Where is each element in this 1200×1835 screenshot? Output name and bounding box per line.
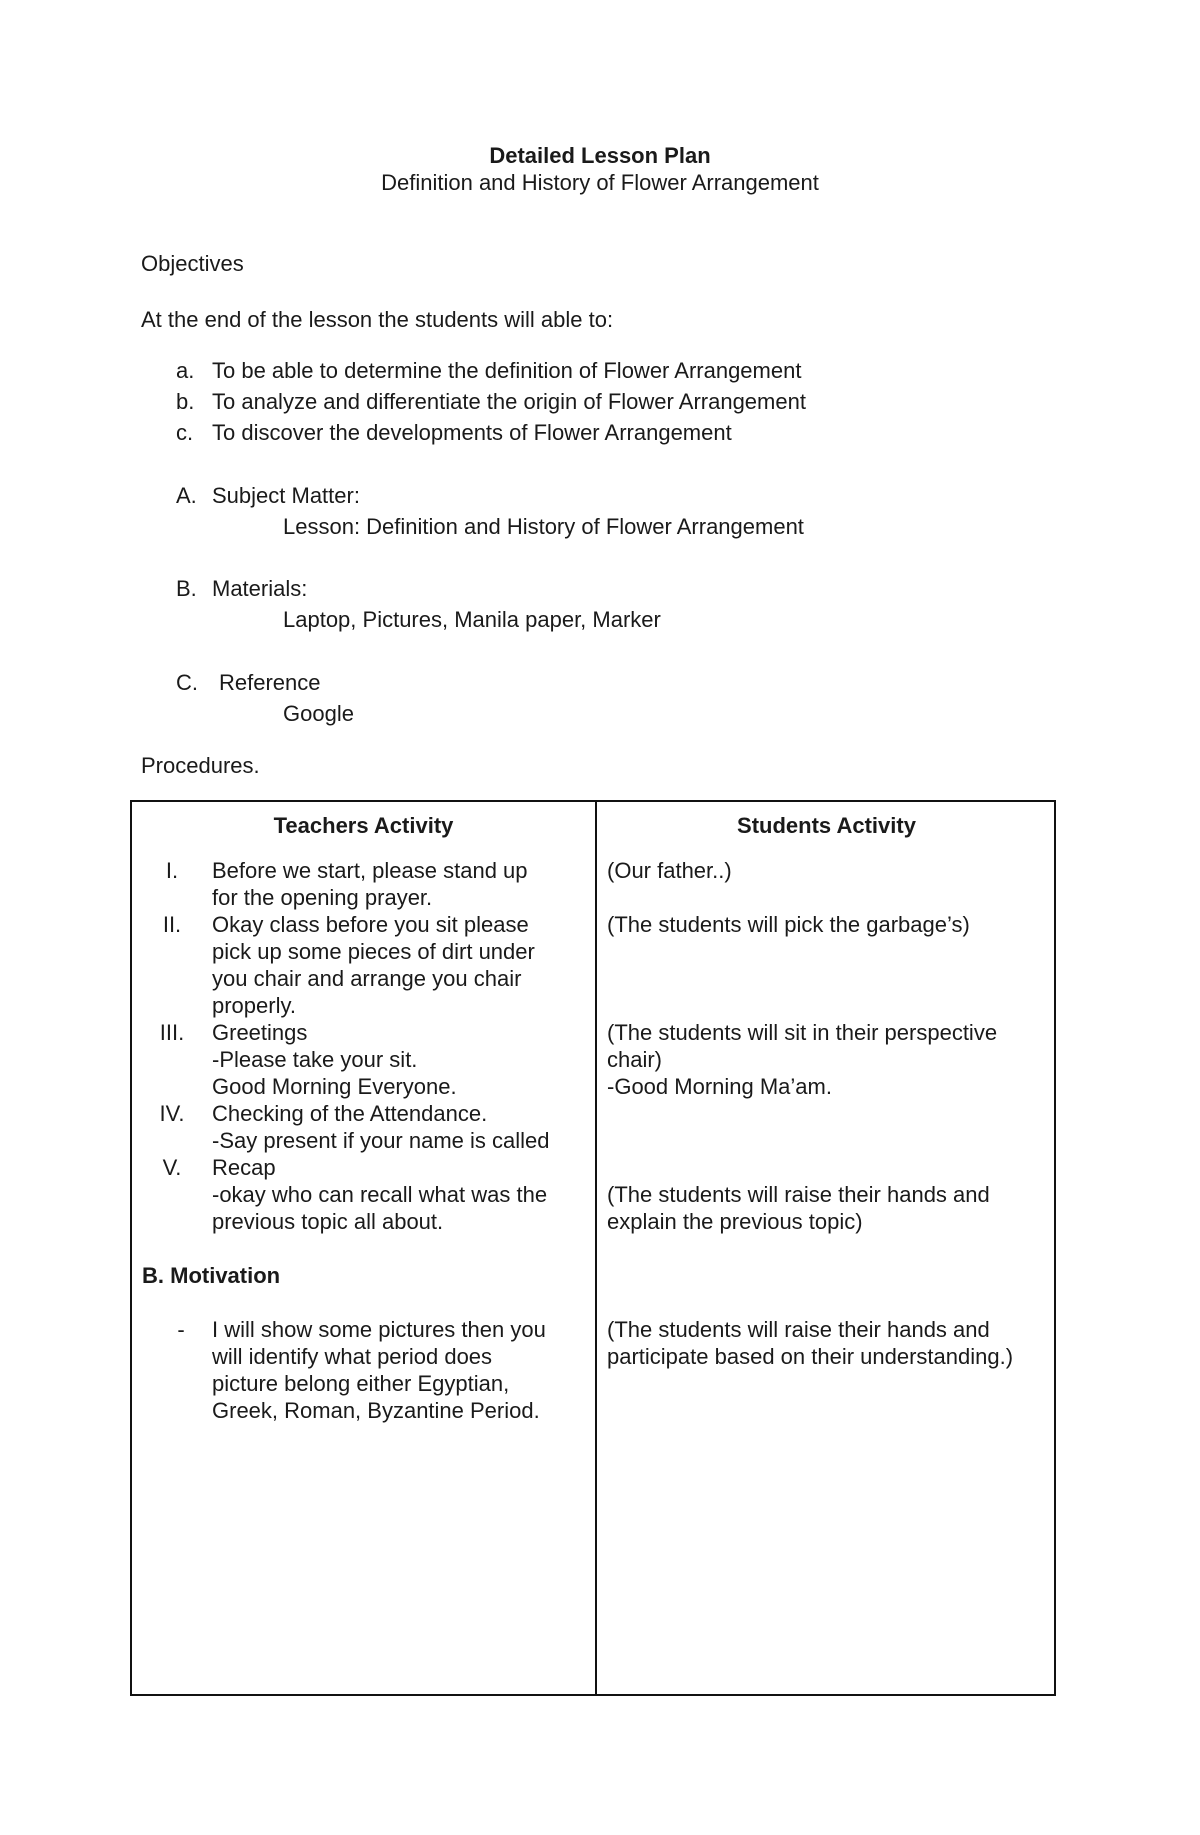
teacher-activity: Greetings -Please take your sit. Good Morning Everyone. [212,1020,457,1099]
list-marker: b. [176,389,195,414]
objectives-intro: At the end of the lesson the students will able to: [141,307,614,332]
row-marker: III. [159,1020,185,1045]
row-marker: V. [162,1155,182,1180]
list-marker: c. [176,420,194,445]
teacher-activity: Okay class before you sit please pick up some pieces of dirt under you chair and arrange you chair properly. [212,912,535,1018]
page-subtitle: Definition and History of Flower Arrangement [381,170,819,195]
teacher-activity: Before we start, please stand up for the opening prayer. [212,858,528,910]
teacher-activity: I will show some pictures then you will identify what period does picture belong either Egyptian, Greek, Roman, Byzantine Period. [212,1317,546,1423]
row-marker: - [177,1317,185,1342]
student-activity: (The students will pick the garbage’s) [607,912,970,937]
section-detail: Lesson: Definition and History of Flower Arrangement [283,514,804,539]
student-activity: (Our father..) [607,858,732,883]
student-activity: (The students will raise their hands and participate based on their understanding.) [607,1317,1014,1369]
objectives-heading: Objectives [141,251,244,276]
teacher-activity: Recap -okay who can recall what was the previous topic all about. [212,1155,548,1234]
row-marker: IV. [159,1101,185,1126]
list-item-text: To be able to determine the definition of Flower Arrangement [212,358,802,383]
student-activity: (The students will raise their hands and explain the previous topic) [607,1182,990,1234]
header-students-activity: Students Activity [737,813,916,838]
section-marker: C. [176,670,198,695]
procedures-heading: Procedures. [141,753,260,778]
section-label: Reference [219,670,321,695]
teacher-activity: Checking of the Attendance. -Say present if your name is called [212,1101,550,1153]
section-detail: Laptop, Pictures, Manila paper, Marker [283,607,661,632]
section-marker: A. [176,483,197,508]
section-label: Subject Matter: [212,483,360,508]
list-marker: a. [176,358,195,383]
section-label: Materials: [212,576,308,601]
page-title: Detailed Lesson Plan [489,143,711,168]
section-detail: Google [283,701,354,726]
student-activity: (The students will sit in their perspective chair) -Good Morning Ma’am. [607,1020,998,1099]
motivation-heading: B. Motivation [142,1263,281,1288]
header-teachers-activity: Teachers Activity [273,813,454,838]
procedures-table [130,800,1056,1696]
section-marker: B. [176,576,197,601]
row-marker: II. [162,912,182,937]
column-divider [595,802,597,1694]
list-item-text: To analyze and differentiate the origin of Flower Arrangement [212,389,806,414]
row-marker: I. [165,858,179,883]
list-item-text: To discover the developments of Flower Arrangement [212,420,732,445]
